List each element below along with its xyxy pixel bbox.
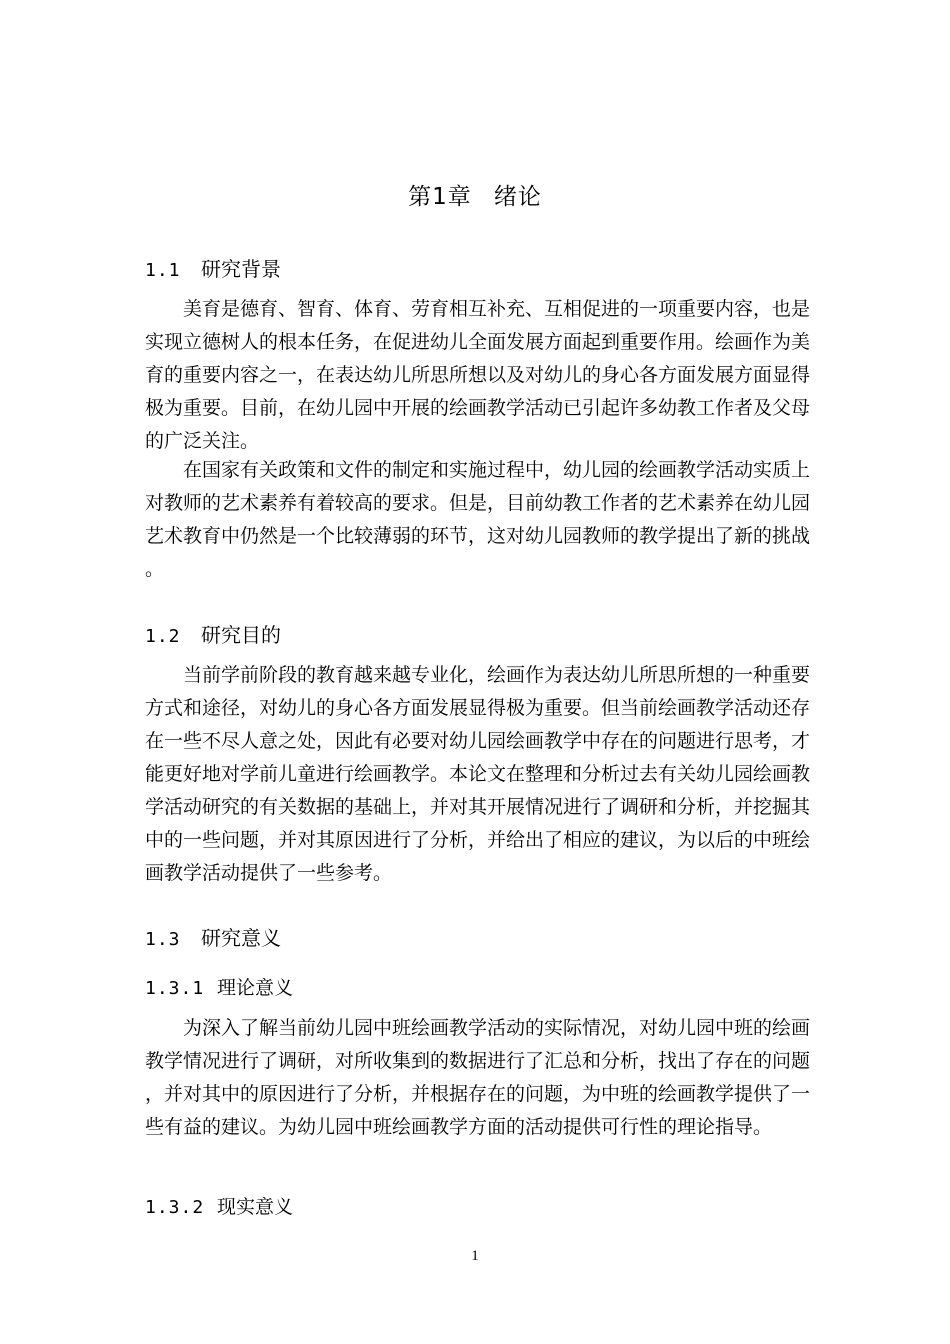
chapter-name: 绪论: [493, 184, 542, 210]
subsection-number: 1.3.1: [145, 978, 205, 999]
section-heading-1-3: [145, 923, 281, 955]
chapter-title: [0, 180, 950, 214]
subsection-heading-1-3-1: [145, 973, 293, 1004]
paragraph-background-2: 在国家有关政策和文件的制定和实施过程中，幼儿园的绘画教学活动实质上对教师的艺术素养有着较高的要求。但是，目前幼教工作者的艺术素养在幼儿园艺术教育中仍然是一个比较薄弱的环节，这对幼儿园教师的教学提出了新的挑战。: [145, 459, 811, 580]
section-heading-1-2: [145, 620, 281, 652]
paragraph-background-1: 美育是德育、智育、体育、劳育相互补充、互相促进的一项重要内容，也是实现立德树人的根本任务，在促进幼儿全面发展方面起到重要作用。绘画作为美育的重要内容之一，在表达幼儿所思所想以及对幼儿的身心各方面发展方面显得极为重要。目前，在幼儿园中开展的绘画教学活动已引起许多幼教工作者及父母的广泛关注。: [145, 298, 811, 452]
subsection-number: 1.3.2: [145, 1197, 205, 1218]
section-title: 研究意义: [201, 926, 281, 950]
subsection-title: 现实意义: [217, 1196, 294, 1218]
subsection-heading-1-3-2: [145, 1192, 293, 1223]
section-title: 研究背景: [201, 257, 281, 281]
paragraph-purpose-1: 当前学前阶段的教育越来越专业化，绘画作为表达幼儿所思所想的一种重要方式和途径，对幼儿的身心各方面发展显得极为重要。但当前绘画教学活动还存在一些不尽人意之处，因此有必要对幼儿园绘画教学中存在的问题进行思考，才能更好地对学前儿童进行绘画教学。本论文在整理和分析过去有关幼儿园绘画教学活动研究的有关数据的基础上，并对其开展情况进行了调研和分析，并挖掘其中的一些问题，并对其原因进行了分析，并给出了相应的建议，为以后的中班绘画教学活动提供了一些参考。: [145, 664, 811, 884]
chapter-number: 第1章: [408, 184, 472, 210]
section-number: 1.1: [145, 260, 181, 281]
subsection-title: 理论意义: [217, 977, 294, 999]
section-heading-1-1: [145, 254, 281, 286]
section-number: 1.3: [145, 929, 181, 950]
paragraph-theory-1: 为深入了解当前幼儿园中班绘画教学活动的实际情况，对幼儿园中班的绘画教学情况进行了调研，对所收集到的数据进行了汇总和分析，找出了存在的问题，并对其中的原因进行了分析，并根据存在的问题，为中班的绘画教学提供了一些有益的建议。为幼儿园中班绘画教学方面的活动提供可行性的理论指导。: [145, 1017, 811, 1138]
section-title: 研究目的: [201, 623, 281, 647]
page-number: 1: [471, 1248, 479, 1264]
section-number: 1.2: [145, 626, 181, 647]
